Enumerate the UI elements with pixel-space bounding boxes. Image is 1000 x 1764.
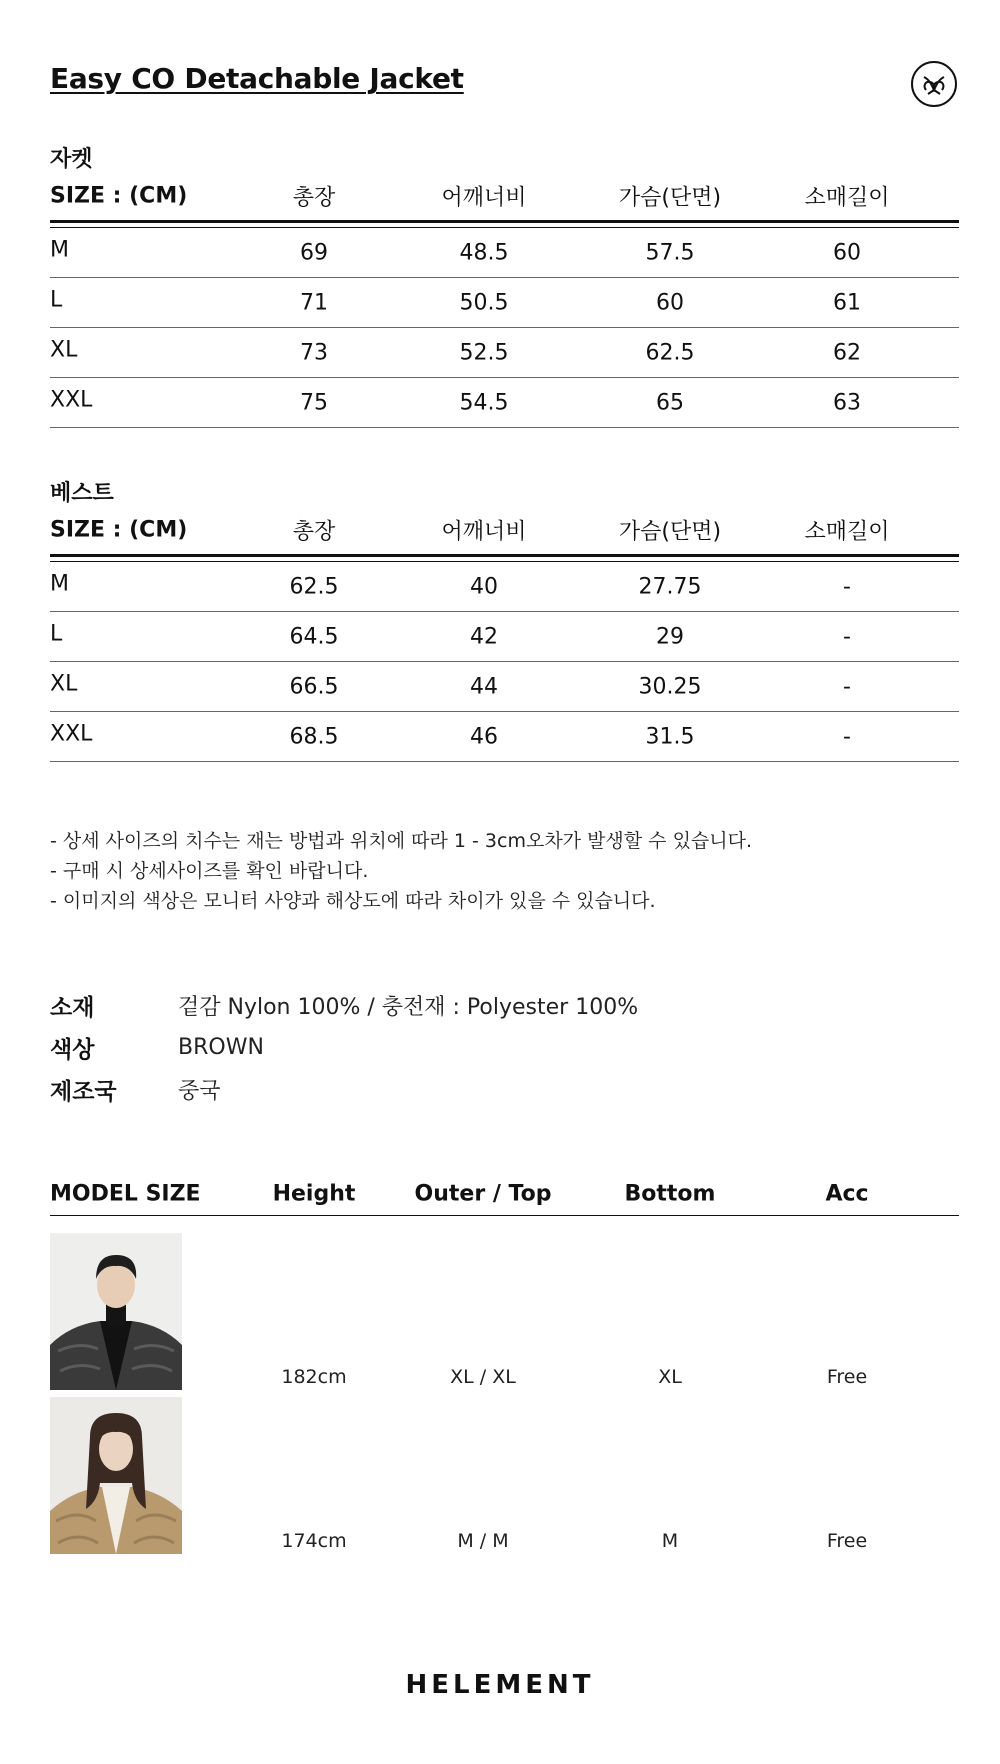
shoulder-value: 50.5 bbox=[459, 290, 509, 315]
spec-key: 색상 bbox=[50, 1036, 95, 1063]
model-height: 182cm bbox=[281, 1366, 347, 1388]
spec-row-origin bbox=[50, 1068, 638, 1110]
shoulder-value: 46 bbox=[470, 724, 498, 749]
length-value: 75 bbox=[300, 390, 328, 415]
table-row bbox=[50, 228, 959, 278]
sleeve-value: 63 bbox=[833, 390, 861, 415]
size-name: XXL bbox=[50, 387, 93, 412]
sleeve-value: 61 bbox=[833, 290, 861, 315]
chest-header: 가슴(단면) bbox=[618, 185, 722, 211]
jacket-size-table bbox=[50, 178, 959, 428]
size-name: L bbox=[50, 621, 63, 646]
chest-value: 57.5 bbox=[645, 240, 695, 265]
model-outer-top: XL / XL bbox=[450, 1366, 516, 1388]
spec-value: 중국 bbox=[178, 1078, 221, 1104]
size-name: XL bbox=[50, 671, 78, 696]
table-row bbox=[50, 562, 959, 612]
table-header bbox=[50, 178, 959, 214]
product-specs bbox=[50, 984, 638, 1110]
length-value: 62.5 bbox=[289, 574, 339, 599]
shoulder-header: 어깨너비 bbox=[441, 185, 527, 211]
header-divider bbox=[50, 554, 959, 562]
sleeve-value: - bbox=[843, 724, 851, 749]
size-unit-header: SIZE : (CM) bbox=[50, 517, 188, 543]
helement-emblem-icon bbox=[910, 60, 958, 108]
size-notes bbox=[50, 826, 752, 916]
length-header: 총장 bbox=[292, 185, 336, 211]
shoulder-value: 44 bbox=[470, 674, 498, 699]
shoulder-value: 54.5 bbox=[459, 390, 509, 415]
header-divider bbox=[50, 220, 959, 228]
spec-row-material bbox=[50, 984, 638, 1026]
shoulder-value: 42 bbox=[470, 624, 498, 649]
chest-value: 30.25 bbox=[638, 674, 702, 699]
spec-value: 겉감 Nylon 100% / 충전재 : Polyester 100% bbox=[178, 994, 639, 1020]
shoulder-value: 40 bbox=[470, 574, 498, 599]
size-name: M bbox=[50, 237, 69, 262]
spec-row-color bbox=[50, 1026, 638, 1068]
chest-value: 65 bbox=[656, 390, 684, 415]
sleeve-header: 소매길이 bbox=[804, 185, 890, 211]
length-header: 총장 bbox=[292, 519, 336, 545]
shoulder-value: 52.5 bbox=[459, 340, 509, 365]
chest-value: 62.5 bbox=[645, 340, 695, 365]
table-header bbox=[50, 512, 959, 548]
table-row bbox=[50, 278, 959, 328]
sleeve-value: - bbox=[843, 674, 851, 699]
female-model-photo bbox=[50, 1397, 182, 1554]
vest-section-label: 베스트 bbox=[50, 481, 114, 506]
model-size-header bbox=[50, 1176, 959, 1216]
model-height: 174cm bbox=[281, 1530, 347, 1552]
table-row bbox=[50, 662, 959, 712]
chest-value: 27.75 bbox=[638, 574, 702, 599]
sleeve-value: 60 bbox=[833, 240, 861, 265]
outer-top-header: Outer / Top bbox=[414, 1181, 552, 1207]
model-row-male bbox=[50, 1233, 959, 1390]
note-line: - 이미지의 색상은 모니터 사양과 해상도에 따라 차이가 있을 수 있습니다. bbox=[50, 890, 656, 912]
note-line: - 상세 사이즈의 치수는 재는 방법과 위치에 따라 1 - 3cm오차가 발생할 수 있습니다. bbox=[50, 830, 753, 852]
table-row bbox=[50, 612, 959, 662]
spec-value: BROWN bbox=[178, 1034, 264, 1060]
length-value: 64.5 bbox=[289, 624, 339, 649]
spec-key: 제조국 bbox=[50, 1078, 117, 1105]
sleeve-value: - bbox=[843, 624, 851, 649]
product-title: Easy CO Detachable Jacket bbox=[50, 62, 464, 95]
model-row-female bbox=[50, 1397, 959, 1554]
model-acc: Free bbox=[826, 1530, 868, 1552]
sleeve-value: 62 bbox=[833, 340, 861, 365]
length-value: 68.5 bbox=[289, 724, 339, 749]
jacket-section-label: 자켓 bbox=[50, 147, 93, 172]
model-size-label: MODEL SIZE bbox=[50, 1181, 201, 1207]
model-acc: Free bbox=[826, 1366, 868, 1388]
length-value: 69 bbox=[300, 240, 328, 265]
model-bottom: M bbox=[661, 1530, 679, 1552]
bottom-header: Bottom bbox=[624, 1181, 716, 1207]
shoulder-value: 48.5 bbox=[459, 240, 509, 265]
table-row bbox=[50, 328, 959, 378]
vest-size-table bbox=[50, 512, 959, 762]
male-model-photo bbox=[50, 1233, 182, 1390]
spec-key: 소재 bbox=[50, 994, 95, 1021]
chest-header: 가슴(단면) bbox=[618, 519, 722, 545]
size-name: XL bbox=[50, 337, 78, 362]
length-value: 71 bbox=[300, 290, 328, 315]
chest-value: 60 bbox=[656, 290, 684, 315]
size-name: XXL bbox=[50, 721, 93, 746]
note-line: - 구매 시 상세사이즈를 확인 바랍니다. bbox=[50, 860, 369, 882]
chest-value: 31.5 bbox=[645, 724, 695, 749]
model-outer-top: M / M bbox=[457, 1530, 509, 1552]
sleeve-value: - bbox=[843, 574, 851, 599]
table-row bbox=[50, 378, 959, 428]
table-row bbox=[50, 712, 959, 762]
chest-value: 29 bbox=[656, 624, 684, 649]
acc-header: Acc bbox=[825, 1181, 869, 1207]
size-name: M bbox=[50, 571, 69, 596]
length-value: 66.5 bbox=[289, 674, 339, 699]
sleeve-header: 소매길이 bbox=[804, 519, 890, 545]
size-name: L bbox=[50, 287, 63, 312]
shoulder-header: 어깨너비 bbox=[441, 519, 527, 545]
model-bottom: XL bbox=[658, 1366, 682, 1388]
size-unit-header: SIZE : (CM) bbox=[50, 183, 188, 209]
length-value: 73 bbox=[300, 340, 328, 365]
brand-logo: HELEMENT bbox=[405, 1670, 595, 1700]
height-header: Height bbox=[272, 1181, 356, 1207]
